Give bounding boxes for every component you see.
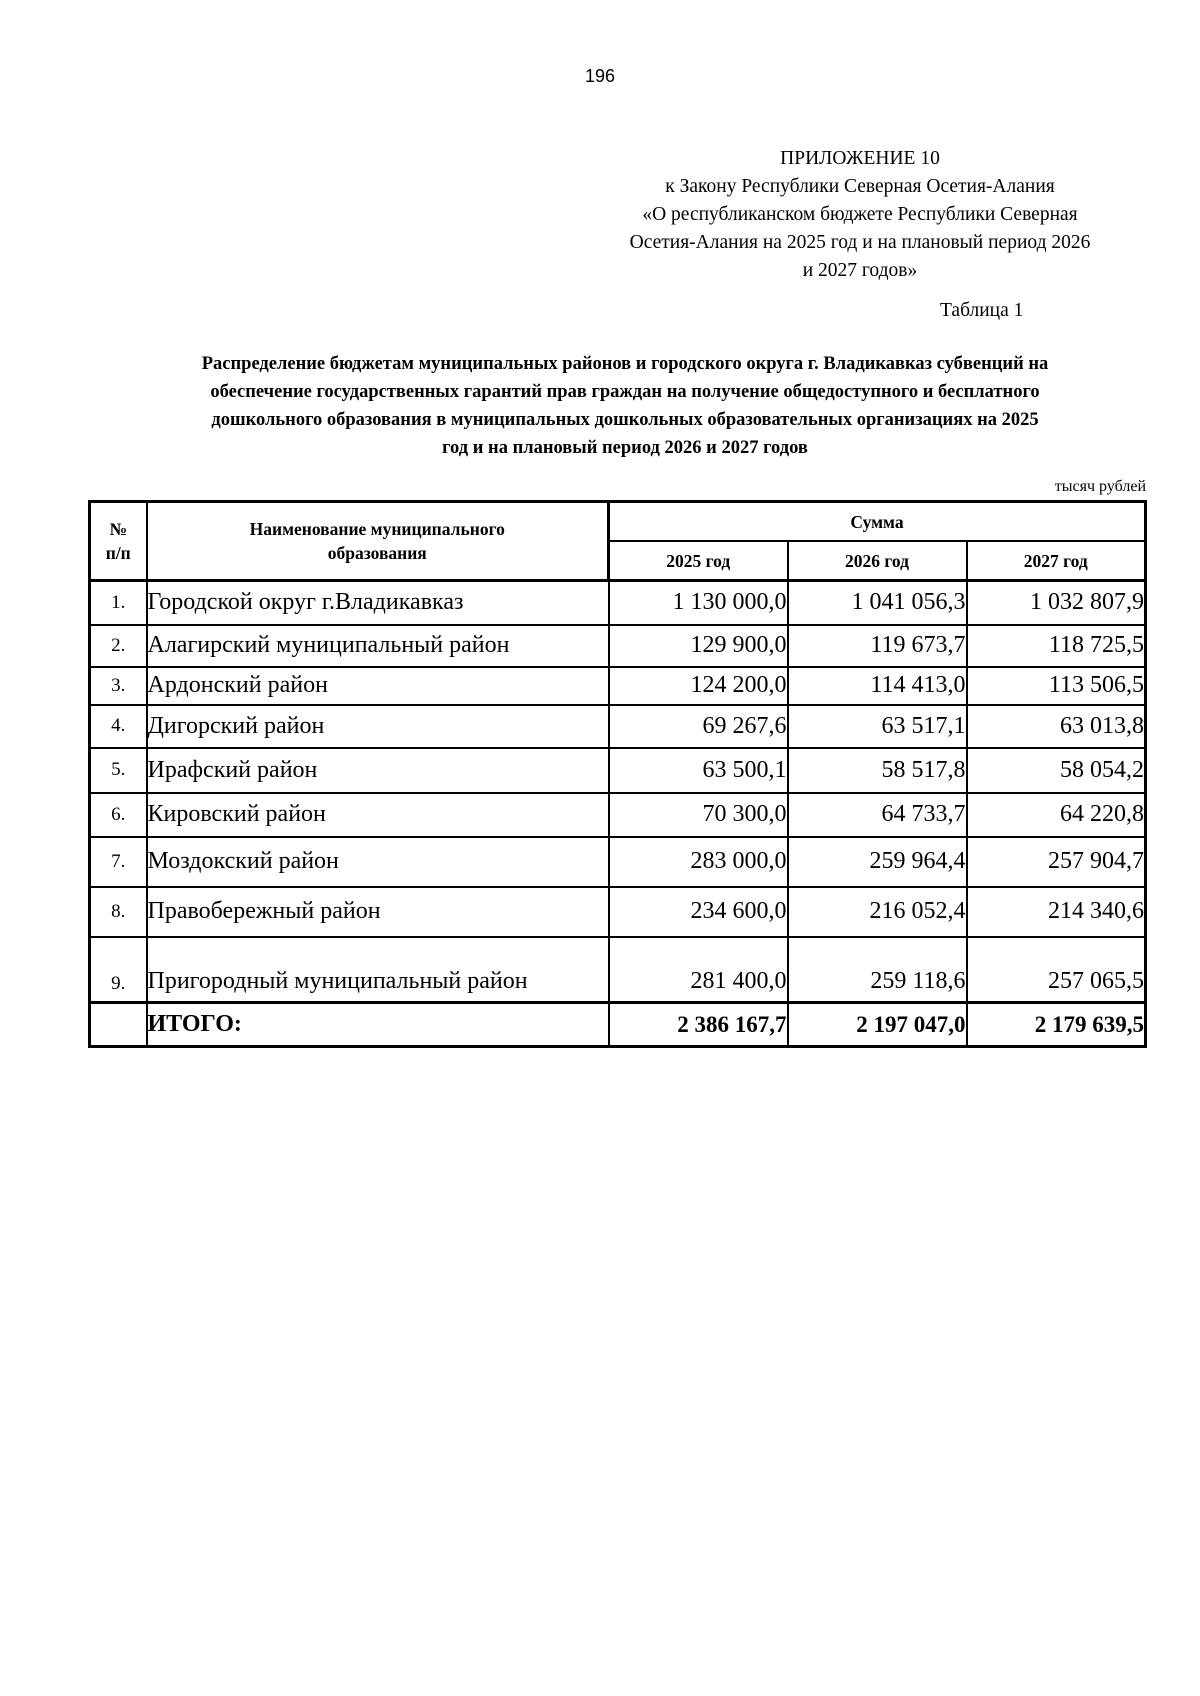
total-label: ИТОГО: [147,1003,609,1047]
table-row [90,887,1146,937]
municipality-name: Алагирский муниципальный район [147,625,609,667]
table-row [90,793,1146,837]
total-2027: 2 179 639,5 [967,1003,1146,1047]
total-number-cell [90,1003,147,1047]
appendix-law-line: к Закону Республики Северная Осетия-Алания [665,176,1055,197]
amount-2026: 216 052,4 [788,887,967,937]
column-header-year: 2026 год [788,541,967,581]
amount-2027: 257 904,7 [967,837,1146,887]
total-row [90,1003,1146,1047]
municipality-name: Пригородный муниципальный район [147,937,609,1003]
column-header-number-line2: п/п [105,543,131,563]
table-label: Таблица 1 [940,300,1024,321]
appendix-title: ПРИЛОЖЕНИЕ 10 [780,148,940,169]
row-number: 8. [90,887,147,937]
amount-2025: 70 300,0 [609,793,788,837]
page-number: 196 [584,66,616,86]
amount-2027: 118 725,5 [967,625,1146,667]
subvention-table [88,500,1147,1048]
column-header-year: 2027 год [967,541,1146,581]
table-row [90,581,1146,625]
amount-2026: 64 733,7 [788,793,967,837]
amount-2027: 63 013,8 [967,705,1146,748]
amount-2025: 63 500,1 [609,748,788,793]
table-row [90,748,1146,793]
table-row [90,625,1146,667]
appendix-law-line: Осетия-Алания на 2025 год и на плановый период 2026 [629,232,1091,253]
column-header-number-line1: № [109,519,128,539]
amount-2025: 124 200,0 [609,667,788,705]
table-row [90,667,1146,705]
column-header-sum: Сумма [609,502,1146,542]
amount-2027: 64 220,8 [967,793,1146,837]
total-2025: 2 386 167,7 [609,1003,788,1047]
amount-2025: 1 130 000,0 [609,581,788,625]
row-number: 3. [90,667,147,705]
row-number: 6. [90,793,147,837]
municipality-name: Городской округ г.Владикавказ [147,581,609,625]
row-number: 9. [90,937,147,1003]
document-title-line: Распределение бюджетам муниципальных районов и городского округа г. Владикавказ субвенций на [201,354,1049,374]
column-header-name-line1: Наименование муниципального [249,519,505,539]
document-title-line: год и на плановый период 2026 и 2027 годов [442,438,808,458]
total-2026: 2 197 047,0 [788,1003,967,1047]
row-number: 5. [90,748,147,793]
amount-2026: 58 517,8 [788,748,967,793]
amount-2027: 113 506,5 [967,667,1146,705]
amount-2025: 69 267,6 [609,705,788,748]
municipality-name: Ирафский район [147,748,609,793]
appendix-header [560,145,1160,285]
column-header-name [147,502,609,581]
row-number: 7. [90,837,147,887]
municipality-name: Ардонский район [147,667,609,705]
document-title-line: обеспечение государственных гарантий прав граждан на получение общедоступного и бесплатного [210,382,1040,402]
amount-2026: 1 041 056,3 [788,581,967,625]
row-number: 1. [90,581,147,625]
units-label: тысяч рублей [1054,478,1146,495]
amount-2025: 283 000,0 [609,837,788,887]
table-row [90,837,1146,887]
amount-2026: 259 964,4 [788,837,967,887]
table-row [90,705,1146,748]
amount-2026: 63 517,1 [788,705,967,748]
row-number: 2. [90,625,147,667]
column-header-year: 2025 год [609,541,788,581]
municipality-name: Кировский район [147,793,609,837]
municipality-name: Правобережный район [147,887,609,937]
amount-2027: 58 054,2 [967,748,1146,793]
municipality-name: Дигорский район [147,705,609,748]
amount-2025: 234 600,0 [609,887,788,937]
amount-2025: 129 900,0 [609,625,788,667]
amount-2025: 281 400,0 [609,937,788,1003]
appendix-law-line: «О республиканском бюджете Республики Северная [642,204,1078,225]
amount-2026: 114 413,0 [788,667,967,705]
amount-2026: 119 673,7 [788,625,967,667]
municipality-name: Моздокский район [147,837,609,887]
document-title [80,350,1170,462]
amount-2027: 214 340,6 [967,887,1146,937]
table-row [90,937,1146,1003]
column-header-name-line2: образования [327,543,427,563]
amount-2027: 257 065,5 [967,937,1146,1003]
amount-2026: 259 118,6 [788,937,967,1003]
row-number: 4. [90,705,147,748]
document-title-line: дошкольного образования в муниципальных дошкольных образовательных организациях на 2025 [211,410,1039,430]
amount-2027: 1 032 807,9 [967,581,1146,625]
column-header-number [90,502,147,581]
appendix-law-line: и 2027 годов» [802,260,918,281]
